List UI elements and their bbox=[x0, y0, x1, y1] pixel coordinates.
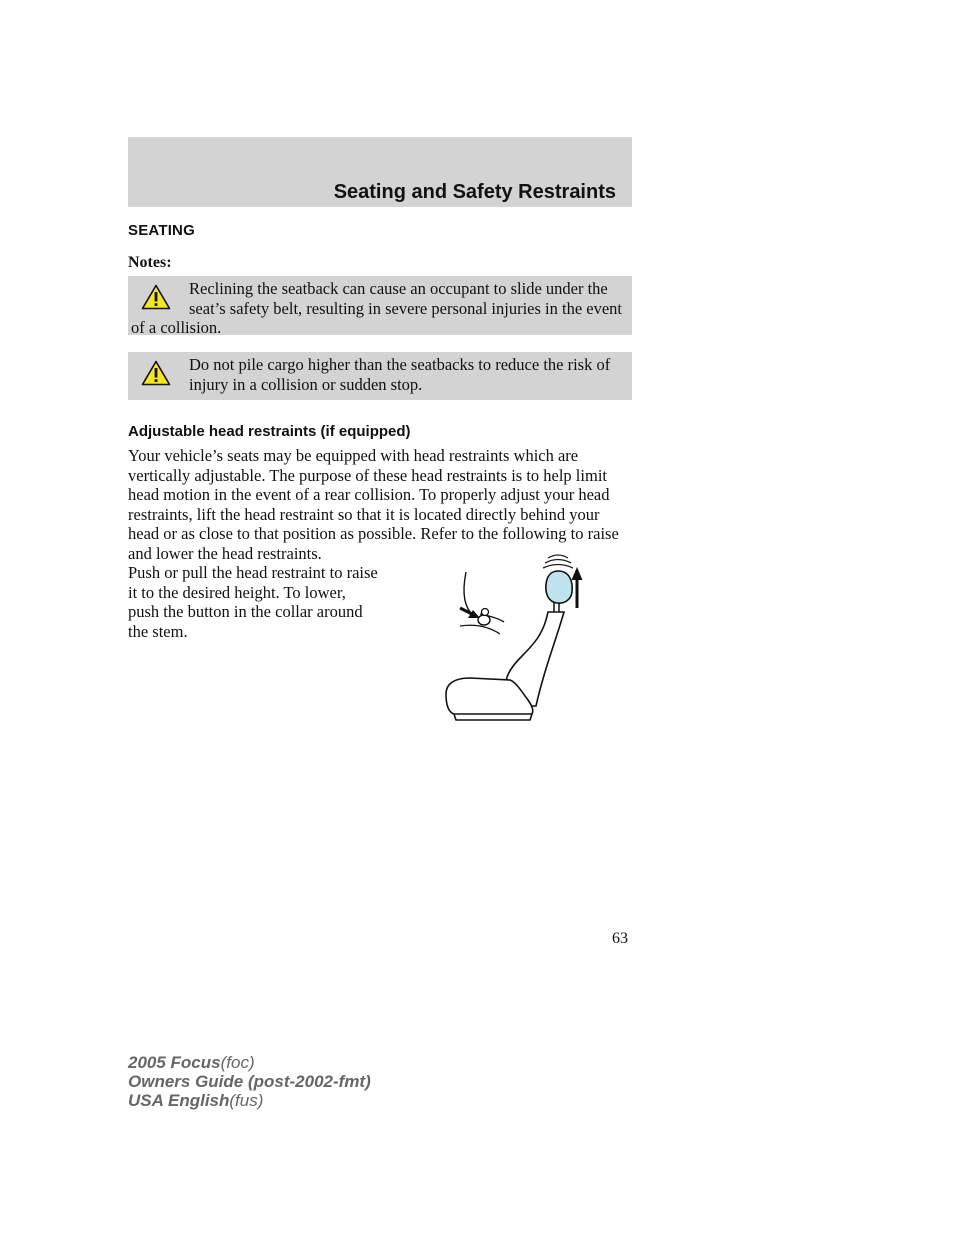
section-header-band bbox=[128, 137, 632, 207]
footer-line-guide: Owners Guide (post-2002-fmt) bbox=[128, 1072, 371, 1091]
warning-text: Reclining the seatback can cause an occupant to slide under the seat’s safety belt, resulting in severe personal injuries in the event of a collision. bbox=[131, 279, 622, 337]
notes-label: Notes: bbox=[128, 254, 172, 271]
head-restraints-instruction: Push or pull the head restraint to raise it to the desired height. To lower, push the button in the collar around the stem. bbox=[128, 563, 378, 641]
warning-box-cargo bbox=[128, 352, 632, 400]
warning-box-recline bbox=[128, 276, 632, 335]
document-footer bbox=[128, 1053, 371, 1110]
footer-line-language: USA English(fus) bbox=[128, 1091, 264, 1110]
warning-triangle-icon bbox=[141, 284, 171, 310]
head-restraints-heading: Adjustable head restraints (if equipped) bbox=[128, 423, 411, 440]
warning-triangle-icon bbox=[141, 360, 171, 386]
footer-line-model: 2005 Focus(foc) bbox=[128, 1053, 255, 1072]
head-restraints-body: Your vehicle’s seats may be equipped with head restraints which are vertically adjustable. The purpose of these head restraints is to help limit head motion in the event of a rear collision. To properly adjust your head restraints, lift the head restraint so that it is located directly behind your head or as close to that position as possible. Refer to the following to raise and lower the head restraints. bbox=[128, 446, 619, 563]
warning-text: Do not pile cargo higher than the seatbacks to reduce the risk of injury in a collision or sudden stop. bbox=[189, 355, 611, 394]
seating-heading: SEATING bbox=[128, 222, 195, 239]
section-title: Seating and Safety Restraints bbox=[333, 181, 616, 203]
page-number: 63 bbox=[612, 930, 628, 947]
seat-head-restraint-illustration bbox=[418, 552, 608, 724]
